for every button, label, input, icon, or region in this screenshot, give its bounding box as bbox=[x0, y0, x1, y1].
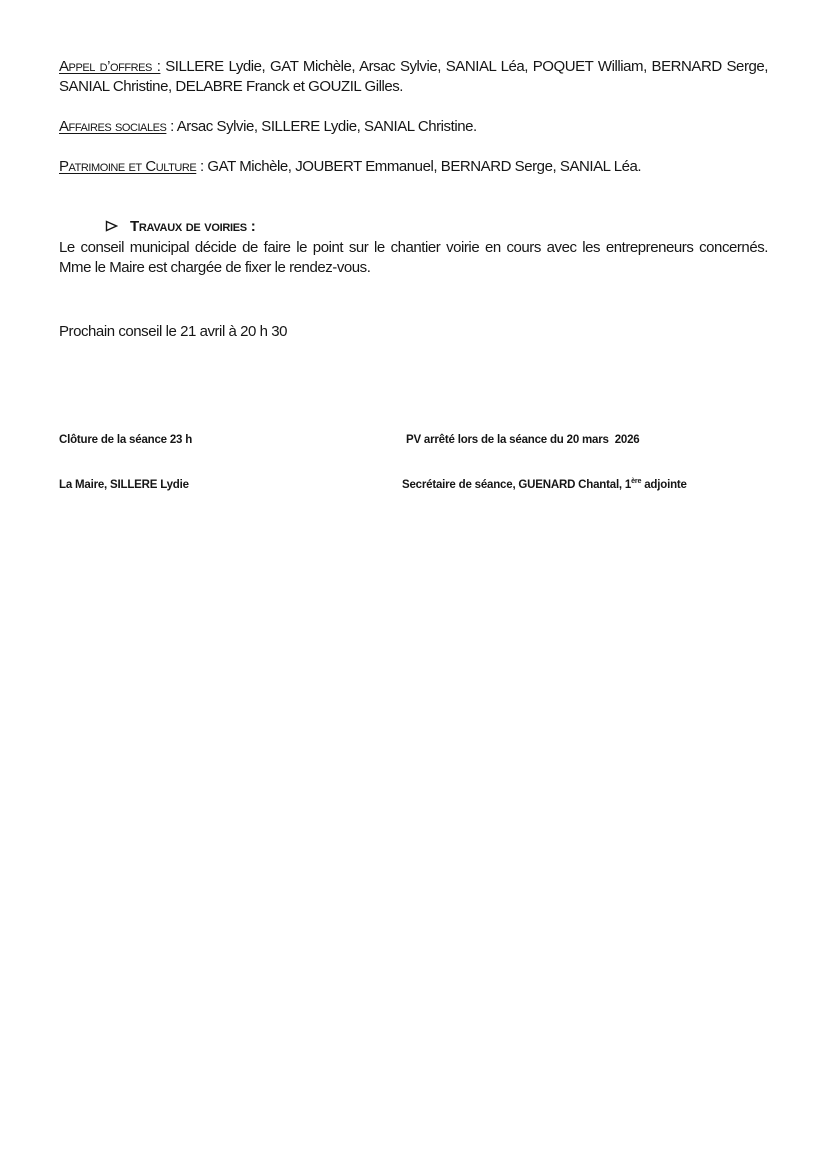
document-footer bbox=[59, 403, 768, 523]
committee-patrimoine-culture bbox=[59, 157, 768, 177]
pv-approval-line: PV arrêté lors de la séance du 20 mars 2026 bbox=[406, 434, 640, 446]
agenda-item-colon: : bbox=[246, 218, 256, 235]
ordinal-superscript: ère bbox=[631, 477, 642, 486]
footer-right-column bbox=[402, 403, 768, 523]
secretary-line-text: Secrétaire de séance, GUENARD Chantal, 1 bbox=[402, 479, 632, 491]
arrow-bullet-icon bbox=[105, 217, 130, 237]
footer-left-column bbox=[59, 403, 402, 523]
committee-separator: : bbox=[196, 158, 208, 175]
committee-label: Affaires sociales bbox=[59, 118, 167, 135]
committee-appel-offres bbox=[59, 57, 768, 97]
agenda-item-heading bbox=[59, 217, 768, 237]
committee-separator: : bbox=[166, 118, 177, 135]
committee-affaires-sociales bbox=[59, 117, 768, 137]
next-meeting-line: Prochain conseil le 21 avril à 20 h 30 bbox=[59, 323, 288, 340]
secretary-line-suffix: adjointe bbox=[641, 479, 687, 491]
mayor-signature-line: La Maire, SILLERE Lydie bbox=[59, 479, 189, 491]
secretary-line bbox=[402, 478, 768, 493]
document-content bbox=[59, 57, 768, 342]
committee-members: SILLERE Lydie, GAT Michèle, Arsac Sylvie, SANIAL Léa, POQUET William, BERNARD Serge, SANIAL Christine, DELABRE Franck et GOUZIL Gilles. bbox=[59, 58, 768, 95]
committee-members: Arsac Sylvie, SILLERE Lydie, SANIAL Christine. bbox=[176, 118, 477, 135]
committee-members: GAT Michèle, JOUBERT Emmanuel, BERNARD Serge, SANIAL Léa. bbox=[207, 158, 642, 175]
committee-label: Appel d’offres : bbox=[59, 58, 161, 75]
closing-time-line: Clôture de la séance 23 h bbox=[59, 434, 193, 446]
agenda-item-title: Travaux de voiries bbox=[130, 218, 247, 235]
committee-label: Patrimoine et Culture bbox=[59, 158, 197, 175]
agenda-item-body: Le conseil municipal décide de faire le point sur le chantier voirie en cours avec les entrepreneurs concernés. Mme le Maire est chargée de fixer le rendez-vous. bbox=[59, 239, 768, 276]
